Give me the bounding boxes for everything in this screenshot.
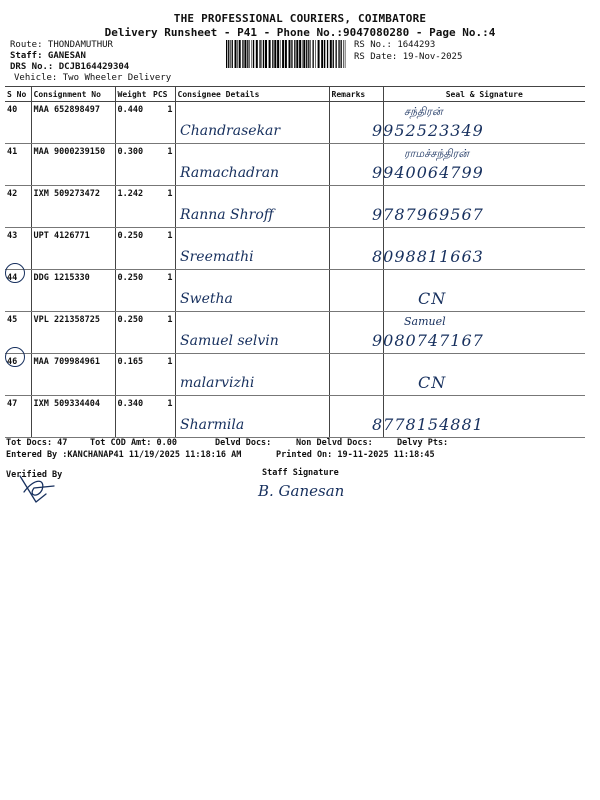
col-header-consignee: Consignee Details <box>175 87 329 102</box>
consignment-cell: UPT 4126771 <box>31 228 115 270</box>
non-delvd-docs: Non Delvd Docs: <box>296 438 373 448</box>
col-header-consignment: Consignment No <box>31 87 115 102</box>
barcode-bar <box>330 40 332 68</box>
seal-note-handwritten: ராமச்சந்திரன் <box>404 147 469 160</box>
consignment-cell: IXM 509334404 <box>31 396 115 438</box>
barcode-bar <box>228 40 229 68</box>
barcode-bar <box>315 40 316 68</box>
barcode-bar <box>262 40 263 68</box>
staff-signed-name: B. Ganesan <box>258 482 345 500</box>
barcode-bar <box>324 40 325 68</box>
barcode-bar <box>253 40 254 68</box>
entered-by: Entered By :KANCHANAP41 11/19/2025 11:18:16 AM <box>6 450 242 460</box>
weight-cell: 1.242 <box>115 186 151 228</box>
barcode-bar <box>269 40 271 68</box>
remarks-cell <box>329 270 383 312</box>
sno-cell: 45 <box>5 312 31 354</box>
runsheet-table <box>5 86 585 438</box>
consignment-cell: MAA 652898497 <box>31 102 115 144</box>
barcode-bar <box>249 40 250 68</box>
barcode-bar <box>341 40 342 68</box>
barcode-bar <box>263 40 264 68</box>
barcode-bar <box>252 40 253 68</box>
barcode-bar <box>232 40 233 68</box>
table-row <box>5 186 585 228</box>
table-row <box>5 396 585 438</box>
table-row <box>5 312 585 354</box>
tot-cod: Tot COD Amt: 0.00 <box>90 438 177 448</box>
seal-handwritten: CN <box>418 289 447 308</box>
barcode-bar <box>294 40 295 68</box>
barcode-bar <box>235 40 237 68</box>
barcode-bar <box>277 40 279 68</box>
printed-on: Printed On: 19-11-2025 11:18:45 <box>276 450 435 460</box>
consignee-handwritten: Swetha <box>180 291 233 307</box>
barcode-bar <box>265 40 267 68</box>
seal-cell <box>383 270 585 312</box>
runsheet-subtitle: Delivery Runsheet - P41 - Phone No.:9047080280 - Page No.:4 <box>104 26 496 39</box>
barcode-bar <box>259 40 260 68</box>
barcode <box>226 40 346 68</box>
remarks-cell <box>329 354 383 396</box>
delvy-pts: Delvy Pts: <box>397 438 449 448</box>
table-row <box>5 270 585 312</box>
barcode-bar <box>306 40 307 68</box>
drs-number: DRS No.: DCJB164429304 <box>10 62 130 72</box>
sno-cell: 44 <box>5 270 31 312</box>
verified-by-label: Verified By <box>6 470 63 480</box>
barcode-bar <box>256 40 258 68</box>
seal-handwritten: 8098811663 <box>372 247 484 266</box>
delvd-docs: Delvd Docs: <box>215 438 272 448</box>
verifier-signature <box>16 472 60 506</box>
seal-note-handwritten: சந்திரன் <box>404 105 443 118</box>
table-row <box>5 144 585 186</box>
barcode-bar <box>318 40 320 68</box>
seal-handwritten: 9080747167 <box>372 331 484 350</box>
consignee-handwritten: Sreemathi <box>180 249 254 265</box>
barcode-bar <box>242 40 243 68</box>
pcs-cell: 1 <box>151 312 175 354</box>
staff-label: Staff: GANESAN <box>10 51 86 61</box>
col-header-sno: S No <box>5 87 31 102</box>
col-header-remarks: Remarks <box>329 87 383 102</box>
rs-date: RS Date: 19-Nov-2025 <box>354 52 463 62</box>
consignment-cell: MAA 709984961 <box>31 354 115 396</box>
pcs-cell: 1 <box>151 102 175 144</box>
sno-cell: 47 <box>5 396 31 438</box>
barcode-bar <box>280 40 281 68</box>
weight-cell: 0.440 <box>115 102 151 144</box>
seal-handwritten: CN <box>418 373 447 392</box>
consignment-cell: DDG 1215330 <box>31 270 115 312</box>
barcode-bar <box>237 40 238 68</box>
col-header-pcs: PCS <box>151 87 175 102</box>
sno-circle-mark <box>5 263 25 283</box>
barcode-bar <box>244 40 246 68</box>
rs-number: RS No.: 1644293 <box>354 40 436 50</box>
col-header-weight: Weight <box>115 87 151 102</box>
company-title: THE PROFESSIONAL COURIERS, COIMBATORE <box>173 12 427 25</box>
pcs-cell: 1 <box>151 144 175 186</box>
consignee-handwritten: malarvizhi <box>180 375 255 391</box>
weight-cell: 0.340 <box>115 396 151 438</box>
seal-handwritten: 9952523349 <box>372 121 484 140</box>
barcode-bar <box>291 40 292 68</box>
barcode-bar <box>327 40 328 68</box>
weight-cell: 0.250 <box>115 228 151 270</box>
sno-circle-mark <box>5 347 25 367</box>
barcode-bar <box>272 40 273 68</box>
table-header-row <box>5 87 585 102</box>
pcs-cell: 1 <box>151 270 175 312</box>
sno-cell: 46 <box>5 354 31 396</box>
sno-cell: 43 <box>5 228 31 270</box>
weight-cell: 0.300 <box>115 144 151 186</box>
seal-handwritten: 9940064799 <box>372 163 484 182</box>
barcode-bar <box>336 40 337 68</box>
table-row <box>5 354 585 396</box>
consignee-handwritten: Ranna Shroff <box>180 207 274 223</box>
barcode-bar <box>321 40 323 68</box>
seal-note-handwritten: Samuel <box>404 315 446 328</box>
barcode-bar <box>296 40 298 68</box>
barcode-bar <box>226 40 227 68</box>
barcode-bar <box>230 40 231 68</box>
seal-handwritten: 9787969567 <box>372 205 484 224</box>
barcode-bar <box>299 40 301 68</box>
barcode-bar <box>313 40 314 68</box>
barcode-bar <box>310 40 311 68</box>
barcode-bar <box>338 40 339 68</box>
barcode-bar <box>285 40 287 68</box>
staff-signature-label: Staff Signature <box>262 468 339 478</box>
consignment-cell: IXM 509273472 <box>31 186 115 228</box>
consignee-handwritten: Ramachadran <box>180 165 280 181</box>
barcode-bar <box>345 40 346 68</box>
consignment-cell: MAA 9000239150 <box>31 144 115 186</box>
table-row <box>5 102 585 144</box>
col-header-seal: Seal & Signature <box>383 87 585 102</box>
consignee-handwritten: Samuel selvin <box>180 333 279 349</box>
barcode-bar <box>343 40 344 68</box>
pcs-cell: 1 <box>151 186 175 228</box>
consignee-handwritten: Chandrasekar <box>180 123 281 139</box>
barcode-bar <box>302 40 303 68</box>
sno-cell: 42 <box>5 186 31 228</box>
barcode-bar <box>308 40 309 68</box>
vehicle-label: Vehicle: Two Wheeler Delivery <box>14 73 172 83</box>
table-row <box>5 228 585 270</box>
barcode-bar <box>247 40 248 68</box>
weight-cell: 0.250 <box>115 270 151 312</box>
barcode-bar <box>274 40 276 68</box>
seal-cell <box>383 354 585 396</box>
barcode-bar <box>282 40 284 68</box>
sno-cell: 40 <box>5 102 31 144</box>
weight-cell: 0.165 <box>115 354 151 396</box>
pcs-cell: 1 <box>151 396 175 438</box>
barcode-bar <box>333 40 334 68</box>
pcs-cell: 1 <box>151 354 175 396</box>
consignment-cell: VPL 221358725 <box>31 312 115 354</box>
route-label: Route: THONDAMUTHUR <box>10 40 113 50</box>
weight-cell: 0.250 <box>115 312 151 354</box>
pcs-cell: 1 <box>151 228 175 270</box>
barcode-bar <box>289 40 291 68</box>
barcode-bar <box>239 40 241 68</box>
seal-handwritten: 8778154881 <box>372 415 484 434</box>
sno-cell: 41 <box>5 144 31 186</box>
tot-docs: Tot Docs: 47 <box>6 438 68 448</box>
consignee-handwritten: Sharmila <box>180 417 245 433</box>
barcode-bar <box>303 40 305 68</box>
